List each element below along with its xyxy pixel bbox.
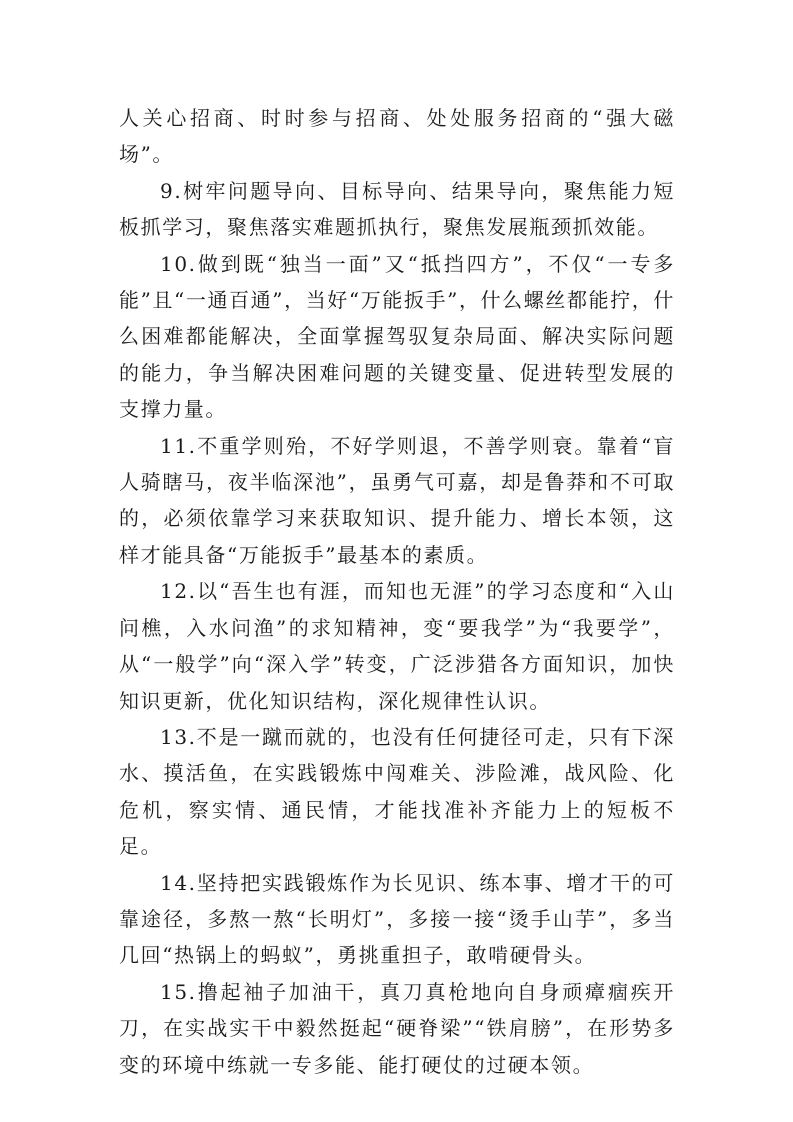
document-body	[119, 100, 675, 1083]
paragraph-item-9: 9.树牢问题导向、目标导向、结果导向，聚焦能力短板抓学习，聚焦落实难题抓执行，聚焦发展瓶颈抓效能。	[119, 178, 675, 240]
paragraph-item-13: 13.不是一蹴而就的，也没有任何捷径可走，只有下深水、摸活鱼，在实践锻炼中闯难关、涉险滩，战风险、化危机，察实情、通民情，才能找准补齐能力上的短板不足。	[119, 724, 675, 859]
paragraph-item-14: 14.坚持把实践锻炼作为长见识、练本事、增才干的可靠途径，多熬一熬“长明灯”，多接一接“烫手山芋”，多当几回“热锅上的蚂蚁”，勇挑重担子，敢啃硬骨头。	[119, 870, 675, 968]
paragraph-item-15: 15.撸起袖子加油干，真刀真枪地向自身顽瘴痼疾开刀，在实战实干中毅然挺起“硬脊梁”“铁肩膀”，在形势多变的环境中练就一专多能、能打硬仗的过硬本领。	[119, 979, 675, 1077]
paragraph-item-11: 11.不重学则殆，不好学则退，不善学则衰。靠着“盲人骑瞎马，夜半临深池”，虽勇气可嘉，却是鲁莽和不可取的，必须依靠学习来获取知识、提升能力、增长本领，这样才能具备“万能扳手”最基本的素质。	[119, 433, 675, 567]
paragraph-continuation: 人关心招商、时时参与招商、处处服务招商的“强大磁场”。	[119, 106, 675, 167]
paragraph-item-12: 12.以“吾生也有涯，而知也无涯”的学习态度和“入山问樵，入水问渔”的求知精神，变“要我学”为“我要学”，从“一般学”向“深入学”转变，广泛涉猎各方面知识，加快知识更新，优化知识结构，深化规律性认识。	[119, 579, 675, 713]
paragraph-item-10: 10.做到既“独当一面”又“抵挡四方”，不仅“一专多能”且“一通百通”，当好“万能扳手”，什么螺丝都能拧，什么困难都能解决，全面掌握驾驭复杂局面、解决实际问题的能力，争当解决困难问题的关键变量、促进转型发展的支撑力量。	[119, 251, 675, 422]
